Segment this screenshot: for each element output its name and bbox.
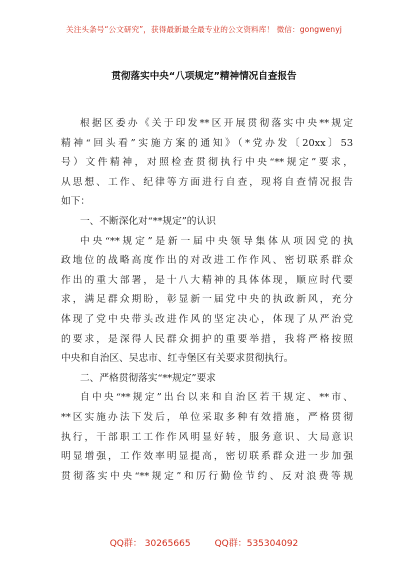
paragraph-line: 中央和自治区、吴忠市、红寺堡区有关要求贯彻执行。: [61, 353, 294, 365]
document-title: 贯彻落实中央“八项规定”精神情况自查报告: [111, 71, 297, 82]
paragraph-line: 执行，干部职工工作作风明显好转，服务意识、大局意识: [61, 431, 353, 443]
paragraph-line: 作出的重大部署，是十八大精神的具体体现，顺应时代要: [61, 274, 353, 286]
paragraph-line: 中央“**规定”是新一届中央领导集体从项因党的执: [80, 235, 353, 247]
paragraph-line: 如下：: [61, 196, 91, 208]
paragraph-line: **区实施办法下发后，单位采取多种有效措施，严格贯彻: [61, 411, 353, 423]
section-heading: 二、严格贯彻落实“**规定”要求: [80, 372, 216, 384]
paragraph-line: 明显增强，工作效率明显提高，密切联系群众进一步加强: [61, 451, 353, 463]
footer-qq-group-1: QQ群： 30265665: [109, 539, 191, 549]
paragraph-line: 自中央“**规定”出台以来和自治区若干规定、**市、: [80, 392, 353, 404]
footer-contact: [0, 536, 408, 549]
paragraph-line: 号）文件精神，对照检查贯彻执行中央“**规定”要求，: [61, 157, 353, 169]
footer-qq-group-2: QQ群：535304092: [214, 539, 299, 549]
document-body: [61, 114, 353, 486]
paragraph-line: 体现了党中央带头改进作风的坚定决心，体现了从严治党: [61, 313, 353, 325]
paragraph-line: 的要求，是深得人民群众拥护的重要举措，我将严格按照: [61, 333, 353, 345]
section-heading: 一、不断深化对“**规定”的认识: [80, 215, 216, 227]
paragraph-line: 政地位的战略高度作出的对改进工作作风、密切联系群众: [61, 255, 353, 267]
paragraph-line: 贯彻落实中央“**规定”和厉行勤俭节约、反对浪费等规: [61, 470, 353, 482]
paragraph-line: 根据区委办《关于印发**区开展贯彻落实中央**规定: [80, 118, 353, 129]
paragraph-line: 精神“回头看”实施方案的通知》（*党办发〔20xx〕53: [61, 137, 353, 149]
paragraph-line: 从思想、工作、纪律等方面进行自查，现将自查情况报告: [61, 176, 353, 188]
header-banner: 关注头条号“公文研究”，获得最新最全最专业的公文资料库！ 微信：gongwenyj: [66, 25, 342, 34]
paragraph-line: 求，满足群众期盼，彰显新一届党中央的执政新风，充分: [61, 294, 353, 306]
